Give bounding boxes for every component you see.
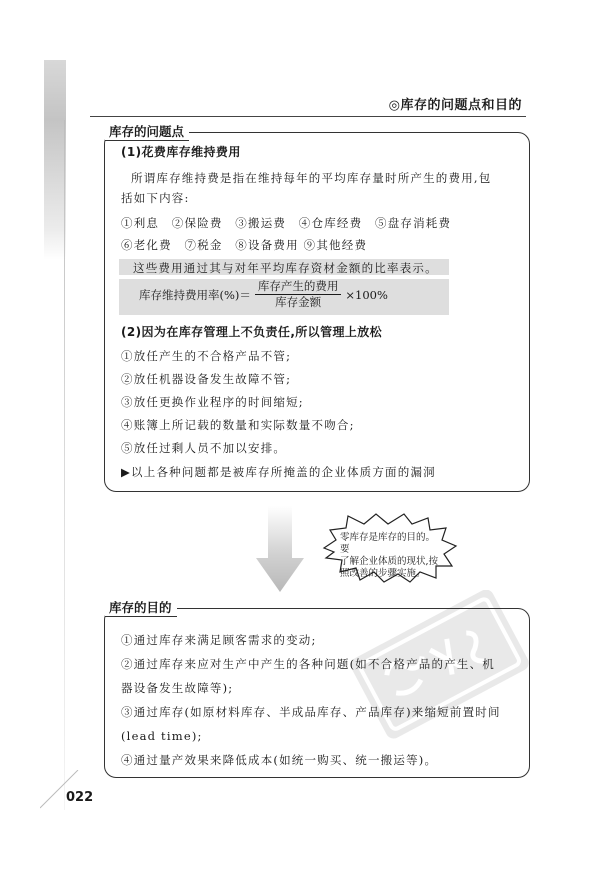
page-header: ◎库存的问题点和目的 [388, 98, 522, 113]
inventory-problems-box [104, 124, 530, 492]
formula-numerator: 库存产生的费用 [255, 280, 342, 295]
inventory-purpose-box [104, 600, 530, 778]
formula-fraction [255, 280, 342, 309]
margin-line [64, 120, 65, 810]
purpose-line: ①通过库存来满足顾客需求的变动; [121, 633, 317, 647]
purpose-line: ③通过库存(如原材料库存、半成品库存、产品库存)来缩短前置时间 [121, 705, 501, 719]
formula-denominator: 库存金额 [275, 295, 322, 309]
section-title-purpose: 库存的目的 [105, 598, 177, 617]
down-arrow-icon [256, 506, 304, 592]
paragraph-line: 括如下内容: [121, 191, 190, 205]
spine-shade [44, 60, 66, 260]
ratio-text: 这些费用通过其与对年平均库存资材金额的比率表示。 [133, 261, 438, 275]
formula-rhs: ×100% [345, 287, 388, 302]
conclusion-text: ▶以上各种问题都是被库存所掩盖的企业体质方面的漏洞 [121, 465, 436, 479]
purpose-line: ④通过量产效果来降低成本(如统一购买、统一搬运等)。 [121, 753, 438, 767]
callout-text [340, 532, 440, 580]
callout-line: 照改善的步骤实施。 [340, 568, 426, 579]
subheading-management: (2)因为在库存管理上不负责任,所以管理上放松 [121, 325, 383, 339]
holding-cost-formula [139, 280, 388, 309]
callout-line: 零库存是库存的目的。要 [340, 532, 436, 555]
cost-items-row-1: ①利息 ②保险费 ③搬运费 ④仓库经费 ⑤盘存消耗费 [121, 216, 452, 230]
list-item: ①放任产生的不合格产品不管; [121, 349, 292, 363]
list-item: ④账簿上所记载的数量和实际数量不吻合; [121, 418, 355, 432]
list-item: ⑤放任过剩人员不加以安排。 [121, 441, 287, 455]
purpose-line: ②通过库存来应对生产中产生的各种问题(如不合格产品的产生、机 [121, 657, 495, 671]
formula-lhs: 库存维持费用率(%)＝ [139, 287, 251, 302]
section-title-problems: 库存的问题点 [105, 122, 189, 141]
list-item: ②放任机器设备发生故障不管; [121, 372, 292, 386]
purpose-line: (lead time); [121, 729, 203, 743]
list-item: ③放任更换作业程序的时间缩短; [121, 395, 304, 409]
paragraph-line: 所谓库存维持费是指在维持每年的平均库存量时所产生的费用,包 [131, 171, 492, 185]
header-rule [90, 116, 526, 117]
page-number: 022 [66, 790, 94, 805]
callout-line: 了解企业体质的现状,按 [340, 556, 439, 567]
subheading-holding-cost: (1)花费库存维持费用 [121, 145, 241, 159]
purpose-line: 器设备发生故障等); [121, 681, 234, 695]
cost-items-row-2: ⑥老化费 ⑦税金 ⑧设备费用 ⑨其他经费 [121, 238, 368, 252]
